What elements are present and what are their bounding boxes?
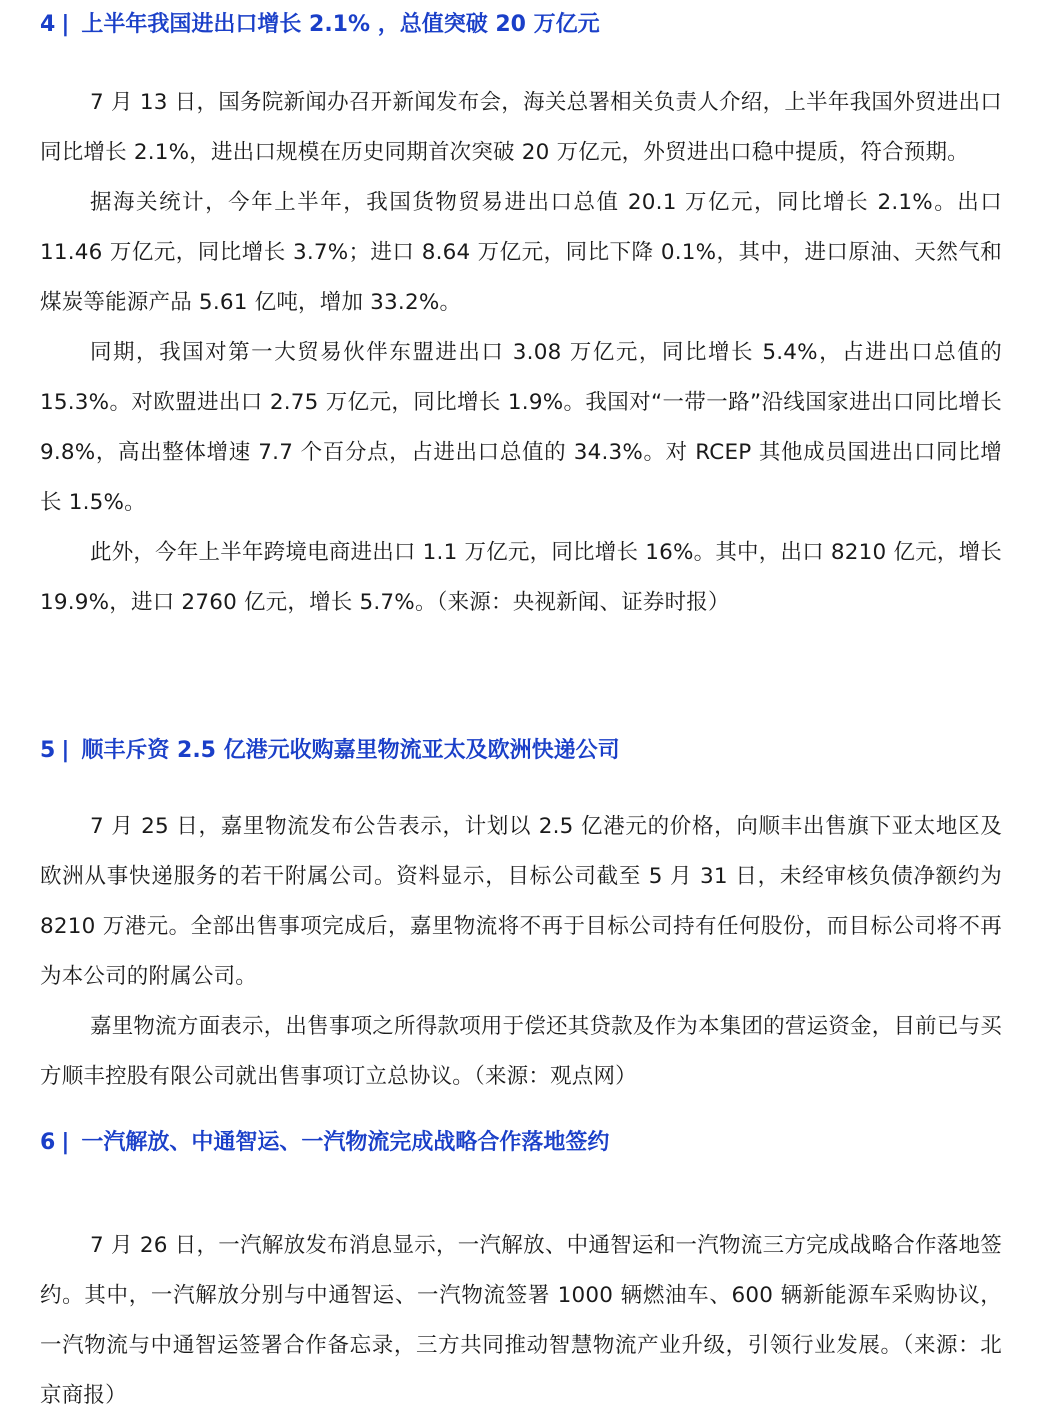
section-heading bbox=[40, 10, 1002, 40]
news-section-4 bbox=[40, 10, 1002, 628]
section-body bbox=[40, 802, 1002, 1102]
paragraph: 据海关统计，今年上半年，我国货物贸易进出口总值 20.1 万亿元，同比增长 2.1%。出口 11.46 万亿元，同比增长 3.7%；进口 8.64 万亿元，同比下降 0.1%，其中，进口原油、天然气和煤炭等能源产品 5.61 亿吨，增加 33.2%。 bbox=[40, 190, 1002, 315]
news-section-5 bbox=[40, 736, 1002, 1102]
paragraph: 7 月 25 日，嘉里物流发布公告表示，计划以 2.5 亿港元的价格，向顺丰出售旗下亚太地区及欧洲从事快递服务的若干附属公司。资料显示，目标公司截至 5 月 31 日，未经审核负债净额约为 8210 万港元。全部出售事项完成后，嘉里物流将不再于目标公司持有任何股份，而目标公司将不再为本公司的附属公司。 bbox=[40, 814, 1002, 989]
section-separator: | bbox=[61, 738, 70, 763]
section-number: 6 bbox=[40, 1130, 56, 1155]
paragraph: 7 月 13 日，国务院新闻办召开新闻发布会，海关总署相关负责人介绍，上半年我国外贸进出口同比增长 2.1%，进出口规模在历史同期首次突破 20 万亿元，外贸进出口稳中提质，符合预期。 bbox=[40, 90, 1002, 165]
paragraph: 此外，今年上半年跨境电商进出口 1.1 万亿元，同比增长 16%。其中，出口 8210 亿元，增长 19.9%，进口 2760 亿元，增长 5.7%。（来源：央视新闻、证券时报） bbox=[40, 540, 1002, 615]
paragraph: 7 月 26 日，一汽解放发布消息显示，一汽解放、中通智运和一汽物流三方完成战略合作落地签约。其中，一汽解放分别与中通智运、一汽物流签署 1000 辆燃油车、600 辆新能源车采购协议，一汽物流与中通智运签署合作备忘录，三方共同推动智慧物流产业升级，引领行业发展。（来源：北京商报） bbox=[40, 1233, 1002, 1408]
section-heading bbox=[40, 1128, 1002, 1158]
paragraph: 嘉里物流方面表示，出售事项之所得款项用于偿还其贷款及作为本集团的营运资金，目前已与买方顺丰控股有限公司就出售事项订立总协议。（来源：观点网） bbox=[40, 1014, 1002, 1089]
section-title: 一汽解放、中通智运、一汽物流完成战略合作落地签约 bbox=[81, 1130, 610, 1155]
news-section-6 bbox=[40, 1128, 1002, 1421]
paragraph: 同期，我国对第一大贸易伙伴东盟进出口 3.08 万亿元，同比增长 5.4%，占进出口总值的 15.3%。对欧盟进出口 2.75 万亿元，同比增长 1.9%。我国对“一带一路”沿线国家进出口同比增长 9.8%，高出整体增速 7.7 个百分点，占进出口总值的 34.3%。对 RCEP 其他成员国进出口同比增长 1.5%。 bbox=[40, 340, 1002, 515]
section-body bbox=[40, 78, 1002, 628]
section-title: 上半年我国进出口增长 2.1% ，总值突破 20 万亿元 bbox=[81, 12, 600, 37]
section-separator: | bbox=[61, 12, 70, 37]
section-title: 顺丰斥资 2.5 亿港元收购嘉里物流亚太及欧洲快递公司 bbox=[81, 738, 620, 763]
section-number: 4 bbox=[40, 12, 56, 37]
section-number: 5 bbox=[40, 738, 56, 763]
section-separator: | bbox=[61, 1130, 70, 1155]
section-heading bbox=[40, 736, 1002, 766]
section-body bbox=[40, 1221, 1002, 1421]
